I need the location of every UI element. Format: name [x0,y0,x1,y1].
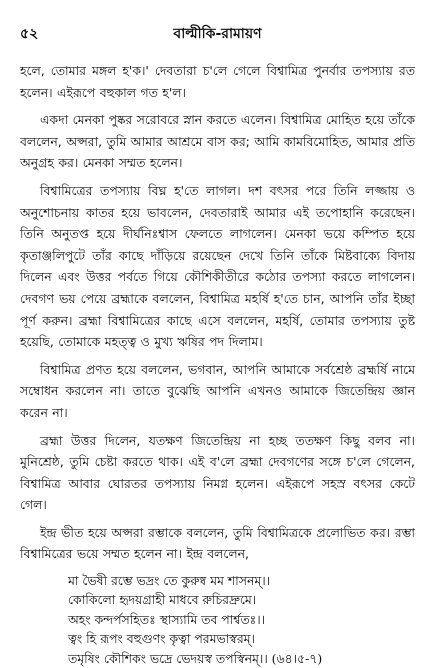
verse-line: তমৃষিং কৌশিকং ভদ্রে ভেদয়স্ব তপস্বিনম্‌।। (৬৪।৫-৭) [68,650,323,666]
verse-line: অহং কন্দর্পসহিতঃ স্থাস্যামি তব পার্শ্বতঃ।। [68,611,266,627]
running-title: বাল্মীকি-রামায়ণ [173,26,262,42]
sanskrit-verse [68,571,415,668]
paragraph: ব্রহ্মা উত্তর দিলেন, যতক্ষণ জিতেন্দ্রিয় না হচ্ছ ততক্ষণ কিছু বলব না। মুনিশ্রেষ্ঠ, তুমি চেষ্টা করতে থাক। এই ব'লে ব্রহ্মা দেবগণের সঙ্গে চ'লে গেলেন, বিশ্বামিত্র আবার ঘোরতর তপস্যায় নিমগ্ন হলেন। এইরূপে সহস্র বৎসর কেটে গেল। [20,432,415,513]
verse-line: কোকিলো হৃদয়গ্রাহী মাধবে রুচিরদ্রুমে। [68,592,257,608]
paragraph: বিশ্বামিত্র প্রণত হয়ে বললেন, ভগবান, আপনি আমাকে সর্বশ্রেষ্ঠ ব্রহ্মর্ষি নামে সম্বোধন করলেন না। তাতে বুঝেছি আপনি এখনও আমাকে জিতেন্দ্রিয় জ্ঞান করেন না। [20,361,415,420]
paragraph: ইন্দ্র ভীত হয়ে অপ্সরা রম্ভাকে বললেন, তুমি বিশ্বামিত্রকে প্রলোভিত কর। রম্ভা বিশ্বামিত্রের ভয়ে সম্মত হলেন না। ইন্দ্র বললেন, [20,524,415,562]
body-text [20,60,415,668]
page-number: ৫২ [20,26,39,42]
paragraph: হলে, তোমার মঙ্গল হ'ক।' দেবতারা চ'লে গেলে বিশ্বামিত্র পুনর্বার তপস্যায় রত হলেন। এইরূপে বহুকাল গত হ'ল। [20,63,415,100]
paragraph: বিশ্বামিত্রের তপস্যায় বিঘ্ন হ'তে লাগল। দশ বৎসর পরে তিনি লজ্জায় ও অনুশোচনায় কাতর হয়ে ভাবলেন, দেবতারাই আমার এই তপোহানি করেছেন। তিনি অনুতপ্ত হয়ে দীর্ঘনিঃশ্বাস ফেলতে লাগলেন। মেনকা ভয়ে কম্পিত হয়ে কৃতাঞ্জলিপুটে তাঁর কাছে দাঁড়িয়ে রয়েছেন দেখে তিনি তাঁকে মিষ্টবাক্যে বিদায় দিলেন এবং উত্তর পর্বতে গিয়ে কৌশিকীতীরে কঠোর তপস্যা করতে লাগলেন। দেবগণ ভয় পেয়ে ব্রহ্মাকে বললেন, বিশ্বামিত্র মহর্ষি হ'তে চান, আপনি তাঁর ইচ্ছা পূর্ণ করুন। ব্রহ্মা বিশ্বামিত্রের কাছে এসে বললেন, মহর্ষি, তোমার তপস্যায় তুষ্ট হয়েছি, তোমাকে মহত্ত্ব ও মুখ্য ঋষির পদ দিলাম। [20,182,415,350]
verse-line: ত্বং হি রূপং বহুগুণং কৃত্বা পরমভাস্বরম্‌। [68,631,255,647]
paragraph: একদা মেনকা পুষ্কর সরোবরে স্নান করতে এলেন। বিশ্বামিত্র মোহিত হয়ে তাঁকে বললেন, অপ্সরা, তুমি আমার আশ্রমে বাস কর; আমি কামবিমোহিত, আমার প্রতি অনুগ্রহ কর। মেনকা সম্মত হলেন। [20,112,415,171]
page-header [20,22,415,46]
verse-line: মা ভৈষী রম্ভে ভদ্রং তে কুরুষ্ব মম শাসনম্‌।। [68,573,271,589]
